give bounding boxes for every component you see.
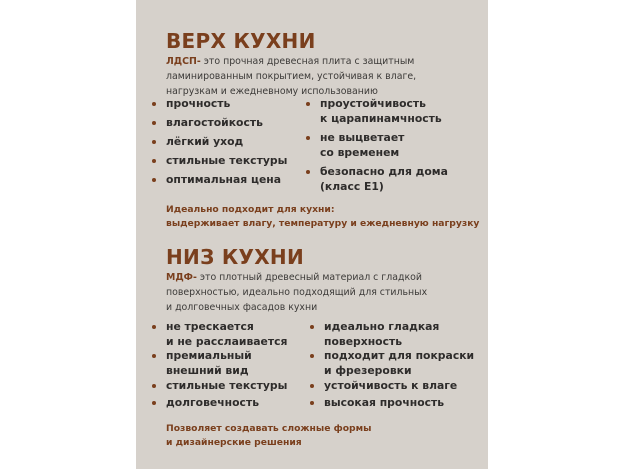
desc-text: это прочная древесная плита с защитным bbox=[200, 56, 415, 67]
bullet-dot-icon bbox=[152, 354, 156, 358]
bullet-dot-icon bbox=[310, 401, 314, 405]
bullet-text: устойчивость к влаге bbox=[324, 379, 458, 392]
bullet-dot-icon bbox=[310, 325, 314, 329]
note-text: и дизайнерские решения bbox=[166, 437, 302, 448]
bullet-text: поверхность bbox=[324, 335, 403, 348]
bottom-right-bullet bbox=[310, 319, 439, 349]
bullet-dot-icon bbox=[310, 384, 314, 388]
bullet-text: не трескается bbox=[166, 320, 254, 333]
bullet-text: премиальный bbox=[166, 349, 252, 362]
bottom-left-bullet bbox=[152, 378, 287, 393]
bullet-text: влагостойкость bbox=[166, 116, 263, 129]
bottom-right-bullet bbox=[310, 395, 444, 410]
bullet-text: внешний вид bbox=[166, 364, 249, 377]
bullet-text: (класс Е1) bbox=[320, 180, 384, 193]
bottom-right-bullet bbox=[310, 378, 457, 393]
bullet-dot-icon bbox=[306, 102, 310, 106]
bullet-text: высокая прочность bbox=[324, 396, 445, 409]
desc-text: нагрузкам и ежедневному использованию bbox=[166, 86, 378, 97]
info-card bbox=[136, 0, 488, 469]
bottom-left-bullet bbox=[152, 348, 252, 378]
top-right-bullet bbox=[306, 164, 448, 194]
bullet-text: безопасно для дома bbox=[320, 165, 448, 178]
top-left-bullet bbox=[152, 96, 230, 111]
top-material-name: ЛДСП- bbox=[166, 56, 201, 67]
bullet-text: прочность bbox=[166, 97, 231, 110]
desc-text: ламинированным покрытием, устойчивая к влаге, bbox=[166, 71, 417, 82]
note-text: выдерживает влагу, температуру и ежедневную нагрузку bbox=[166, 218, 480, 229]
bottom-right-bullet bbox=[310, 348, 474, 378]
bullet-dot-icon bbox=[152, 401, 156, 405]
bottom-left-bullet bbox=[152, 395, 259, 410]
bullet-dot-icon bbox=[310, 354, 314, 358]
bullet-text: идеально гладкая bbox=[324, 320, 440, 333]
desc-text: и долговечных фасадов кухни bbox=[166, 302, 318, 313]
top-section-description bbox=[166, 54, 466, 99]
bullet-dot-icon bbox=[306, 136, 310, 140]
bottom-section-title: НИЗ КУХНИ bbox=[166, 245, 305, 269]
bullet-text: и фрезеровки bbox=[324, 364, 412, 377]
bullet-text: не выцветает bbox=[320, 131, 405, 144]
bullet-dot-icon bbox=[306, 170, 310, 174]
bullet-text: и не расслаивается bbox=[166, 335, 288, 348]
bullet-text: к царапинамчность bbox=[320, 112, 442, 125]
bullet-dot-icon bbox=[152, 121, 156, 125]
bullet-text: стильные текстуры bbox=[166, 154, 288, 167]
desc-text: это плотный древесный материал с гладкой bbox=[196, 272, 422, 283]
bullet-dot-icon bbox=[152, 325, 156, 329]
bullet-text: лёгкий уход bbox=[166, 135, 244, 148]
bullet-text: стильные текстуры bbox=[166, 379, 288, 392]
top-left-bullet bbox=[152, 115, 263, 130]
bullet-dot-icon bbox=[152, 102, 156, 106]
bottom-material-name: МДФ- bbox=[166, 272, 197, 283]
top-left-bullet bbox=[152, 153, 287, 168]
bullet-text: оптимальная цена bbox=[166, 173, 282, 186]
top-note bbox=[166, 203, 486, 231]
top-left-bullet bbox=[152, 172, 281, 187]
bullet-text: со временем bbox=[320, 146, 400, 159]
top-right-bullet bbox=[306, 130, 404, 160]
bottom-left-bullet bbox=[152, 319, 287, 349]
note-text: Идеально подходит для кухни: bbox=[166, 204, 335, 215]
bottom-section-description bbox=[166, 270, 466, 315]
note-text: Позволяет создавать сложные формы bbox=[166, 423, 372, 434]
bullet-text: проустойчивость bbox=[320, 97, 426, 110]
bullet-dot-icon bbox=[152, 384, 156, 388]
top-section-title: ВЕРХ КУХНИ bbox=[166, 29, 316, 53]
top-right-bullet bbox=[306, 96, 442, 126]
top-left-bullet bbox=[152, 134, 243, 149]
desc-text: поверхностью, идеально подходящий для стильных bbox=[166, 287, 428, 298]
bullet-text: подходит для покраски bbox=[324, 349, 475, 362]
bullet-dot-icon bbox=[152, 140, 156, 144]
bullet-text: долговечность bbox=[166, 396, 260, 409]
bullet-dot-icon bbox=[152, 178, 156, 182]
bottom-note bbox=[166, 422, 486, 450]
bullet-dot-icon bbox=[152, 159, 156, 163]
